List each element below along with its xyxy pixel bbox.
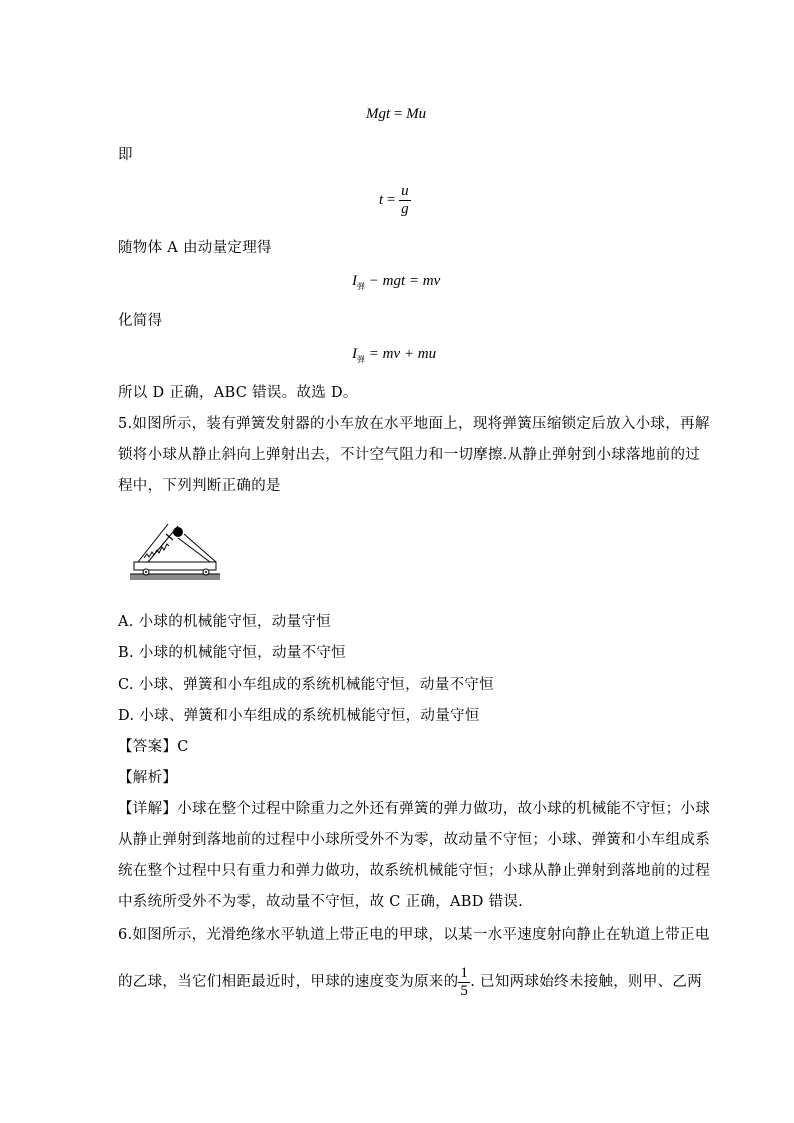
fraction-one-fifth: $\frac{1}{5}$	[460, 964, 469, 999]
text-hua: 化简得	[118, 313, 163, 329]
option-c: C. 小球、弹簧和小车组成的系统机械能守恒，动量不守恒	[118, 677, 494, 693]
detail-line-2: 从静止弹射到落地前的过程中小球所受外不为零，故动量不守恒；小球、弹簧和小车组成系	[118, 832, 710, 848]
equation-impulse-2: $I_弹$ = mv + mu	[352, 346, 437, 364]
cart-spring-launcher-figure	[128, 518, 224, 586]
detail-line-1: 【详解】小球在整个过程中除重力之外还有弹簧的弹力做功，故小球的机械能不守恒；小球	[118, 801, 710, 817]
fraction-u-over-g: $\frac{u}{g}$	[401, 183, 409, 217]
question-5-line-3: 程中，下列判断正确的是	[118, 478, 281, 494]
text-sui: 随物体 A 由动量定理得	[118, 240, 272, 256]
question-5-line-1: 5.如图所示，装有弹簧发射器的小车放在水平地面上，现将弹簧压缩锁定后放入小球，再解	[118, 416, 710, 432]
option-b: B. 小球的机械能守恒，动量不守恒	[118, 645, 346, 661]
question-6-line-1: 6.如图所示，光滑绝缘水平轨道上带正电的甲球，以某一水平速度射向静止在轨道上带正电	[118, 927, 710, 943]
equation-momentum-mgt: Mgt = Mu	[366, 106, 427, 122]
conclusion-text: 所以 D 正确，ABC 错误。故选 D。	[118, 385, 358, 401]
analysis-label: 【解析】	[118, 770, 178, 786]
cart-diagram	[128, 518, 224, 582]
option-a: A. 小球的机械能守恒，动量守恒	[118, 614, 331, 630]
question-5-line-2: 锁将小球从静止斜向上弹射出去，不计空气阻力和一切摩擦.从静止弹射到小球落地前的过	[118, 447, 701, 463]
option-d: D. 小球、弹簧和小车组成的系统机械能守恒，动量守恒	[118, 708, 480, 724]
ball	[173, 527, 183, 537]
question-6-line-2: 的乙球，当它们相距最近时，甲球的速度变为原来的 $\frac{1}{5}$ . 已知两球始终未接触，则甲、乙两	[118, 964, 703, 999]
spring	[144, 544, 169, 558]
answer-label: 【答案】C	[118, 739, 189, 755]
detail-line-4: 中系统所受外不为零，故动量不守恒，故 C 正确，ABD 错误.	[118, 894, 524, 910]
equation-impulse-1: $I_弹$ − mgt = mv	[352, 273, 441, 291]
detail-line-3: 统在整个过程中只有重力和弹力做功，故系统机械能守恒；小球从静止弹射到落地前的过程	[118, 863, 710, 879]
equation-time: t = $\frac{u}{g}$	[379, 183, 409, 217]
text-ji: 即	[118, 147, 133, 163]
